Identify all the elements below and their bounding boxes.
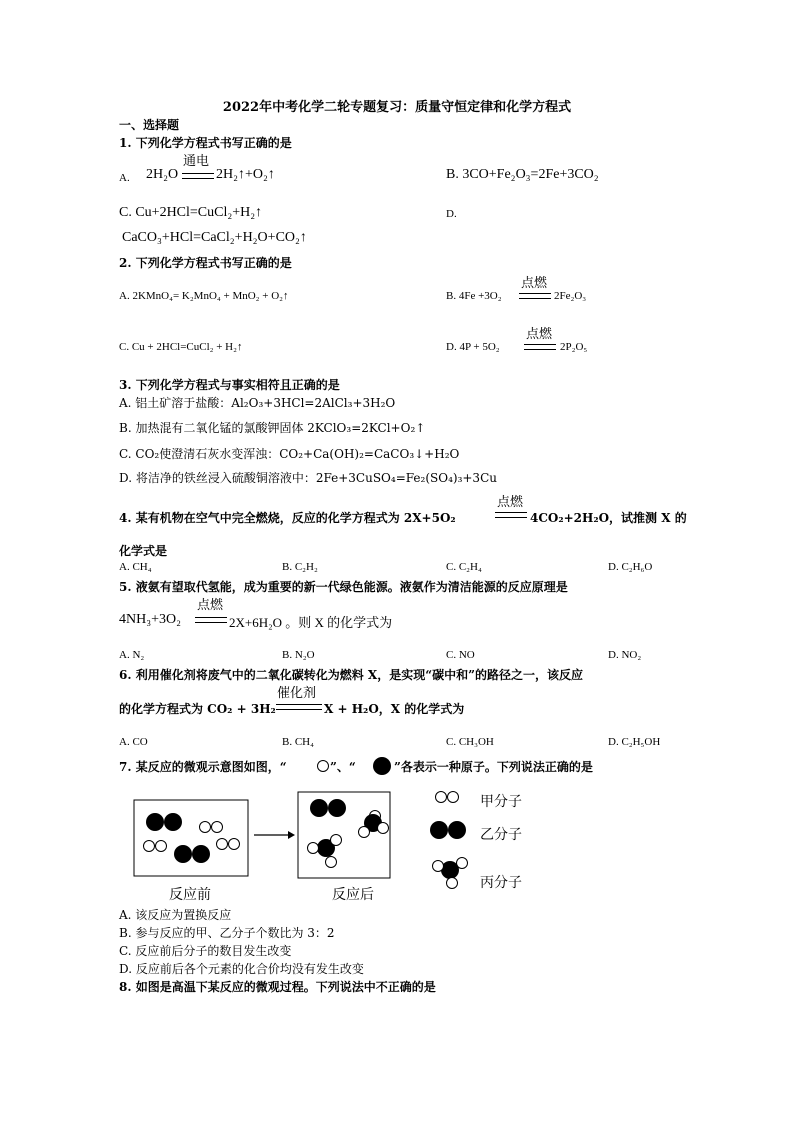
section-heading: 一、选择题 [119, 118, 180, 132]
q5-option-a: A. N₂ [119, 649, 145, 661]
q1-option-b: B. 3CO+Fe₂O₃=2Fe+3CO₂ [446, 167, 599, 182]
q2-option-b-equal-sign [519, 293, 551, 299]
q7-stem-a: 7. 某反应的微观示意图如图，“ [119, 760, 287, 774]
q1-option-c: C. Cu+2HCl=CuCl₂+H₂↑ [119, 205, 263, 220]
q5-option-b: B. N₂O [282, 649, 315, 661]
q2-option-d-condition: 点燃 [526, 327, 553, 342]
legend-jia-label: 甲分子 [480, 794, 522, 810]
q7-option-d: D. 反应前后各个元素的化合价均没有发生改变 [119, 962, 364, 976]
legend-bing-label: 丙分子 [480, 875, 522, 891]
q4-stem-c: 化学式是 [119, 544, 168, 558]
before-box [134, 800, 248, 876]
legend-bing-molecule [433, 858, 468, 889]
q6-option-c: C. CH₃OH [446, 736, 494, 748]
q4-stem-b: 4CO₂+2H₂O，试推测 X 的 [530, 511, 687, 525]
legend-jia-molecule [436, 792, 459, 803]
q4-option-a: A. CH₄ [119, 561, 152, 573]
white-atom-icon [316, 759, 330, 773]
legend-yi-molecule [430, 821, 466, 839]
q2-option-d-left: D. 4P + 5O₂ [446, 341, 500, 353]
q6-option-a: A. CO [119, 736, 148, 748]
q3-stem: 3. 下列化学方程式与事实相符且正确的是 [119, 378, 340, 392]
q3-option-c: C. CO₂使澄清石灰水变浑浊：CO₂+Ca(OH)₂=CaCO₃↓+H₂O [119, 447, 460, 461]
black-atom-icon [371, 755, 393, 777]
q2-option-d-right: 2P₂O₅ [560, 341, 588, 353]
q3-option-a: A. 铝土矿溶于盐酸：Al₂O₃+3HCl=2AlCl₃+3H₂O [119, 396, 396, 410]
q1-option-d-equation: CaCO₃+HCl=CaCl₂+H₂O+CO₂↑ [122, 230, 307, 245]
legend-yi-label: 乙分子 [480, 827, 522, 843]
q5-condition: 点燃 [197, 598, 224, 613]
q4-option-c: C. C₂H₄ [446, 561, 482, 573]
q5-option-c: C. NO [446, 649, 475, 661]
q2-stem: 2. 下列化学方程式书写正确的是 [119, 256, 292, 270]
q5-option-d: D. NO₂ [608, 649, 642, 661]
q1-option-a-right: 2H₂↑+O₂↑ [216, 167, 275, 182]
q6-condition: 催化剂 [277, 686, 317, 701]
q1-stem: 1. 下列化学方程式书写正确的是 [119, 136, 292, 150]
q6-stem-b: 的化学方程式为 CO₂ + 3H₂ [119, 702, 276, 716]
q1-option-d-label: D. [446, 208, 457, 220]
q4-condition: 点燃 [497, 495, 524, 510]
q5-equal-sign [195, 617, 227, 623]
q5-equation-right: 2X+6H₂O 。则 X 的化学式为 [229, 615, 393, 630]
q2-option-a: A. 2KMnO₄= K₂MnO₄ + MnO₂ + O₂↑ [119, 290, 289, 302]
q7-stem-b: ”、“ [330, 760, 356, 774]
q7-option-a: A. 该反应为置换反应 [119, 908, 232, 922]
q7-option-c: C. 反应前后分子的数目发生改变 [119, 944, 292, 958]
q6-stem-c: X + H₂O，X 的化学式为 [324, 702, 465, 716]
q2-option-b-condition: 点燃 [521, 276, 548, 291]
before-label: 反应前 [169, 887, 211, 903]
page-title: 2022年中考化学二轮专题复习：质量守恒定律和化学方程式 [222, 100, 572, 115]
q3-option-b: B. 加热混有二氧化锰的氯酸钾固体 2KClO₃=2KCl+O₂↑ [119, 421, 426, 435]
q6-stem: 6. 利用催化剂将废气中的二氧化碳转化为燃料 X，是实现“碳中和”的路径之一，该反应 [119, 668, 584, 682]
q4-option-b: B. C₂H₂ [282, 561, 318, 573]
q7-option-b: B. 参与反应的甲、乙分子个数比为 3：2 [119, 926, 335, 940]
q4-stem-a: 4. 某有机物在空气中完全燃烧，反应的化学方程式为 2X+5O₂ [119, 511, 456, 525]
reaction-diagram [130, 786, 550, 908]
q2-option-c: C. Cu + 2HCl=CuCl₂ + H₂↑ [119, 341, 243, 353]
q1-option-a-left: 2H₂O [146, 167, 179, 182]
q5-stem: 5. 液氨有望取代氢能，成为重要的新一代绿色能源。液氨作为清洁能源的反应原理是 [119, 580, 568, 594]
q6-option-d: D. C₂H₅OH [608, 736, 661, 748]
q7-stem-c: ”各表示一种原子。下列说法正确的是 [394, 760, 593, 774]
q1-equal-sign [182, 173, 214, 179]
q3-option-d: D. 将洁净的铁丝浸入硫酸铜溶液中：2Fe+3CuSO₄=Fe₂(SO₄)₃+3Cu [119, 471, 497, 485]
after-label: 反应后 [332, 887, 374, 903]
q1-condition: 通电 [183, 154, 210, 169]
q4-option-d: D. C₂H₆O [608, 561, 653, 573]
q2-option-b-right: 2Fe₂O₃ [554, 290, 587, 302]
q8-stem: 8. 如图是高温下某反应的微观过程。下列说法中不正确的是 [119, 980, 436, 994]
q2-option-b-left: B. 4Fe +3O₂ [446, 290, 502, 302]
q4-equal-sign [495, 512, 527, 518]
q6-equal-sign [276, 704, 322, 710]
q5-equation-left: 4NH₃+3O₂ [119, 612, 181, 627]
q2-option-d-equal-sign [524, 344, 556, 350]
q6-option-b: B. CH₄ [282, 736, 314, 748]
reaction-arrow-icon [254, 831, 295, 839]
q1-option-a-label: A. [119, 172, 130, 184]
